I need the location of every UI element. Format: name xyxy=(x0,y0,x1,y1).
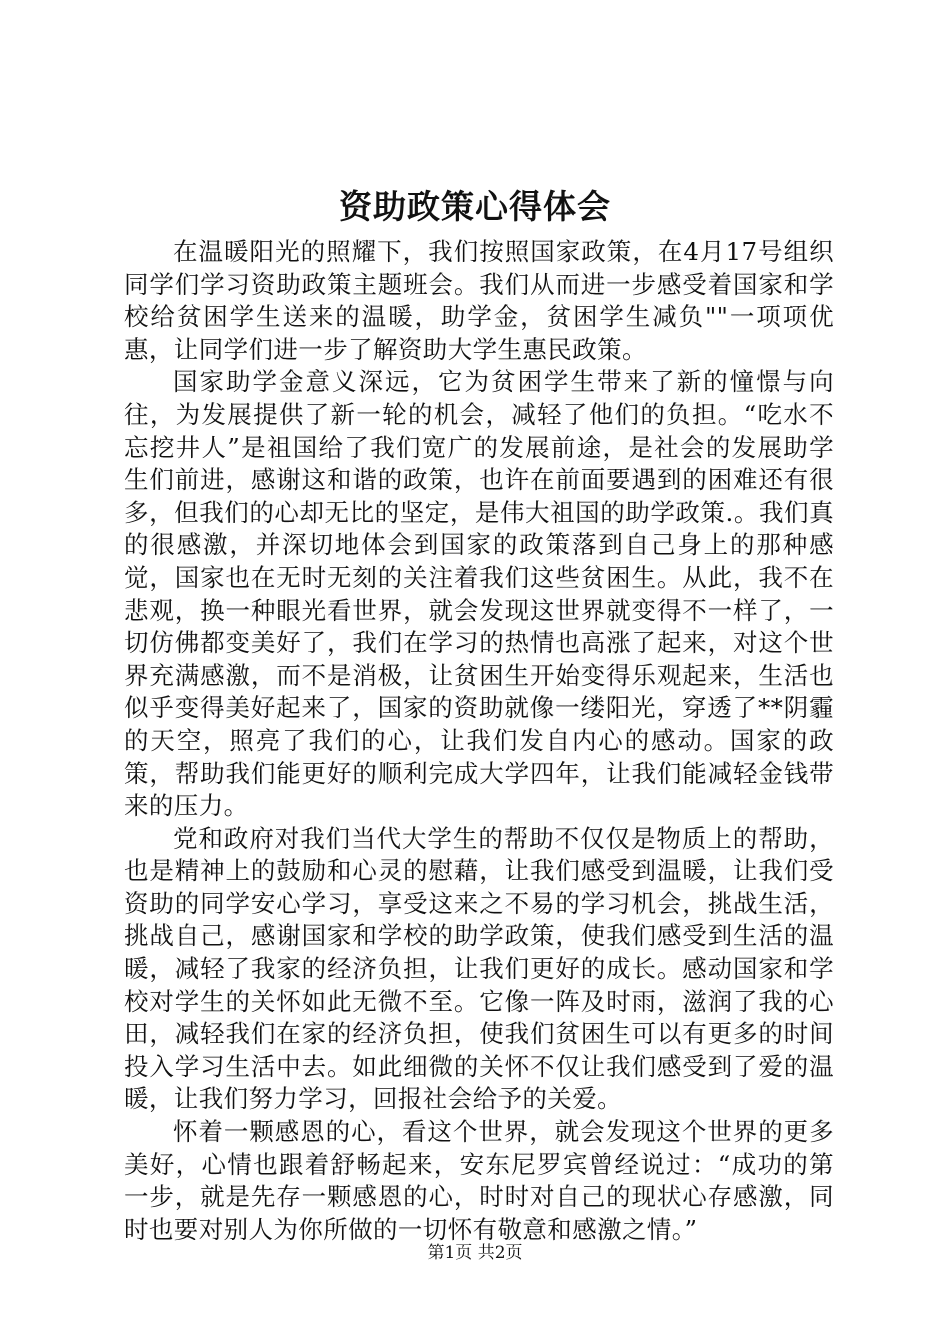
paragraph-4: 怀着一颗感恩的心，看这个世界，就会发现这个世界的更多美好，心情也跟着舒畅起来，安东尼罗宾曾经说过：“成功的第一步，就是先存一颗感恩的心，时时对自己的现状心存感激，同时也要对别人为你所做的一切怀有敬意和感激之情。” xyxy=(124,1117,834,1244)
page-footer xyxy=(0,1241,950,1265)
document-title: 资助政策心得体会 xyxy=(339,187,611,226)
paragraph-2: 国家助学金意义深远，它为贫困学生带来了新的憧憬与向往，为发展提供了新一轮的机会，减轻了他们的负担。“吃水不忘挖井人”是祖国给了我们宽广的发展前途，是社会的发展助学生们前进，感谢这和谐的政策，也许在前面要遇到的困难还有很多，但我们的心却无比的坚定，是伟大祖国的助学政策.。我们真的很感激，并深切地体会到国家的政策落到自己身上的那种感觉，国家也在无时无刻的关注着我们这些贫困生。从此，我不在悲观，换一种眼光看世界，就会发现这世界就变得不一样了，一切仿佛都变美好了，我们在学习的热情也高涨了起来，对这个世界充满感激，而不是消极，让贫困生开始变得乐观起来，生活也似乎变得美好起来了，国家的资助就像一缕阳光，穿透了**阴霾的天空，照亮了我们的心，让我们发自内心的感动。国家的政策，帮助我们能更好的顺利完成大学四年，让我们能减轻金钱带来的压力。 xyxy=(124,367,834,821)
paragraph-3: 党和政府对我们当代大学生的帮助不仅仅是物质上的帮助，也是精神上的鼓励和心灵的慰藉，让我们感受到温暖，让我们受资助的同学安心学习，享受这来之不易的学习机会，挑战生活，挑战自己，感谢国家和学校的助学政策，使我们感受到生活的温暖，减轻了我家的经济负担，让我们更好的成长。感动国家和学校对学生的关怀如此无微不至。它像一阵及时雨，滋润了我的心田，减轻我们在家的经济负担，使我们贫困生可以有更多的时间投入学习生活中去。如此细微的关怀不仅让我们感受到了爱的温暖，让我们努力学习，回报社会给予的关爱。 xyxy=(124,823,834,1114)
page-number-indicator: 第1页 共2页 xyxy=(427,1243,523,1263)
paragraph-1: 在温暖阳光的照耀下，我们按照国家政策，在4月17号组织同学们学习资助政策主题班会。我们从而进一步感受着国家和学校给贫困学生送来的温暖，助学金，贫困学生减负""一项项优惠，让同学们进一步了解资助大学生惠民政策。 xyxy=(124,237,834,364)
document-body xyxy=(124,236,834,1246)
